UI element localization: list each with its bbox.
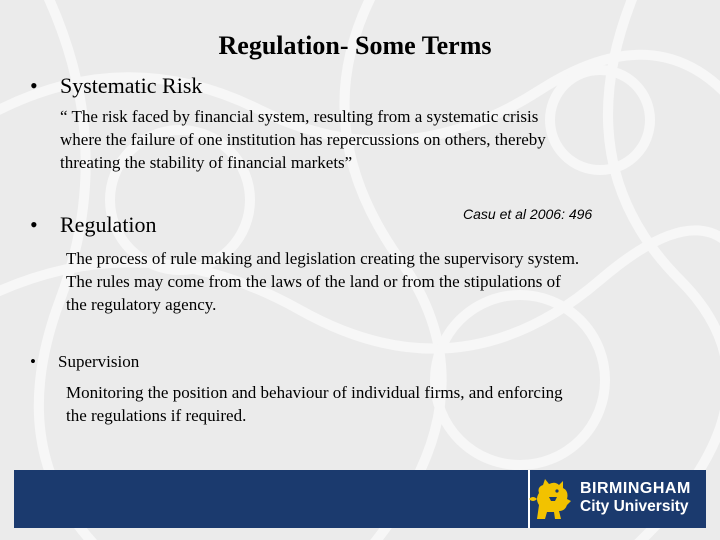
lion-crest-icon — [527, 475, 575, 523]
bullet-icon: • — [30, 352, 36, 371]
bullet-heading: Regulation — [60, 212, 157, 237]
bullet-systematic-risk — [30, 73, 202, 99]
bullet-supervision — [30, 352, 139, 372]
systematic-risk-definition: “ The risk faced by financial system, resulting from a systematic crisis where the failure of one institution has repercussions on others, thereby threating the stability of financial markets” — [60, 107, 546, 172]
university-logo — [580, 480, 691, 516]
bullet-heading: Supervision — [58, 352, 140, 371]
slide-title: Regulation- Some Terms — [218, 31, 492, 60]
bullet-icon: • — [30, 212, 38, 237]
bullet-regulation — [30, 212, 157, 238]
supervision-definition: Monitoring the position and behaviour of individual firms, and enforcing the regulations if required. — [66, 383, 563, 425]
citation: Casu et al 2006: 496 — [463, 206, 593, 222]
bullet-heading: Systematic Risk — [60, 73, 203, 98]
regulation-definition: The process of rule making and legislation creating the supervisory system. The rules may come from the laws of the land or from the stipulations of the regulatory agency. — [66, 249, 580, 314]
bullet-icon: • — [30, 73, 38, 98]
logo-line-birmingham: BIRMINGHAM — [580, 480, 691, 497]
logo-line-city-university: City University — [580, 498, 689, 515]
